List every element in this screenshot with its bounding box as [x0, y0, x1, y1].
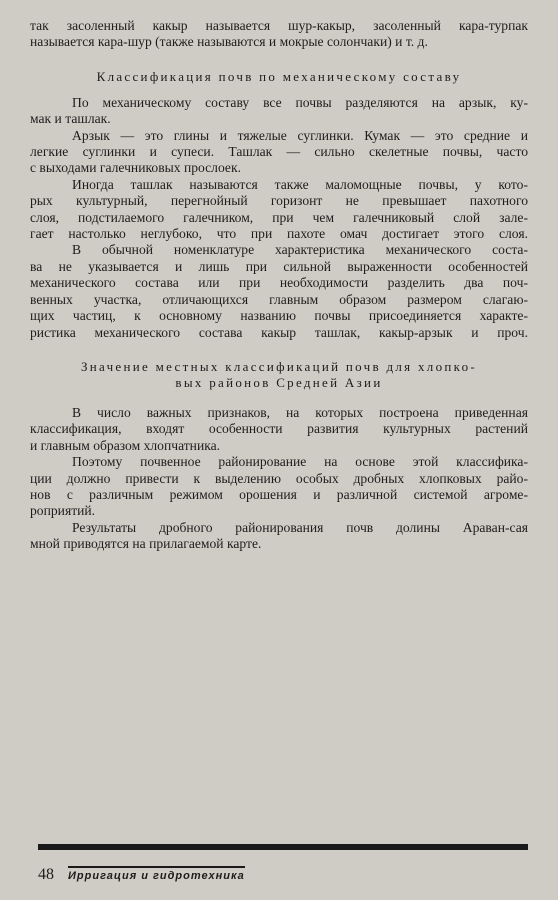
- text-line: роприятий.: [30, 503, 96, 519]
- text-line: Результаты дробного районирования почв долины Араван-сая: [72, 519, 528, 535]
- text-line: слоя, подстилаемого галечником, при чем галечниковый слой зале-: [30, 209, 528, 225]
- text-line: называется кара-шур (также называются и мокрые солончаки) и т. д.: [30, 34, 428, 50]
- paragraph: [30, 242, 528, 340]
- text-line: легкие суглинки и супеси. Ташлак — сильно скелетные почвы, часто: [30, 144, 528, 160]
- text-line: ции должно привести к выделению особых дробных хлопковых райо-: [30, 470, 528, 486]
- paragraph: [30, 520, 528, 553]
- article-body: [30, 18, 528, 553]
- text-line: классификация, входят особенности развития культурных растений: [30, 421, 528, 437]
- text-line: Иногда ташлак называются также маломощные почвы, у кото-: [72, 176, 528, 192]
- text-line: По механическому составу все почвы разделяются на арзык, ку-: [72, 94, 528, 110]
- footer-rule: [38, 844, 528, 850]
- text-line: нов с различным режимом орошения и различной системой агроме-: [30, 486, 528, 502]
- journal-title: Ирригация и гидротехника: [68, 866, 245, 882]
- page-footer: [38, 866, 528, 884]
- text-line: Поэтому почвенное районирование на основе этой классифика-: [72, 454, 528, 470]
- page-number: 48: [38, 866, 54, 883]
- section-heading: Классификация почв по механическому составу: [96, 68, 462, 84]
- paragraph: [30, 405, 528, 454]
- heading-line: вых районов Средней Азии: [175, 374, 383, 390]
- intro-paragraph: [30, 18, 528, 51]
- paragraph: [30, 95, 528, 128]
- text-line: мной приводятся на прилагаемой карте.: [30, 536, 262, 552]
- text-line: мак и ташлак.: [30, 111, 111, 127]
- text-line: В число важных признаков, на которых построена приведенная: [72, 404, 528, 420]
- text-line: Арзык — это глины и тяжелые суглинки. Кумак — это средние и: [72, 127, 528, 143]
- text-line: с выходами галечниковых прослоек.: [30, 160, 241, 176]
- text-line: щих частиц, к основному названию почвы присоединяется характе-: [30, 308, 528, 324]
- paragraph: [30, 177, 528, 243]
- text-line: гает настолько неглубоко, что при пахоте омач достигает этого слоя.: [30, 226, 528, 242]
- text-line: В обычной номенклатуре характеристика механического соста-: [72, 242, 528, 258]
- paragraph: [30, 454, 528, 520]
- text-line: ристика механического состава какыр ташлак, какыр-арзык и проч.: [30, 324, 528, 340]
- heading-line: Значение местных классификаций почв для хлопко-: [80, 358, 478, 374]
- text-line: механического состава или при необходимости разделить два поч-: [30, 275, 528, 291]
- text-line: ва не указывается и лишь при сильной выраженности особенностей: [30, 258, 528, 274]
- text-line: венных участка, отличающихся главным образом размером слагаю-: [30, 291, 528, 307]
- text-line: рых культурный, перегнойный горизонт не превышает пахотного: [30, 193, 528, 209]
- text-line: и главным образом хлопчатника.: [30, 437, 221, 453]
- text-line: так засоленный какыр называется шур-какыр, засоленный кара-турпак: [30, 18, 528, 33]
- paragraph: [30, 128, 528, 177]
- section-heading: [30, 359, 528, 391]
